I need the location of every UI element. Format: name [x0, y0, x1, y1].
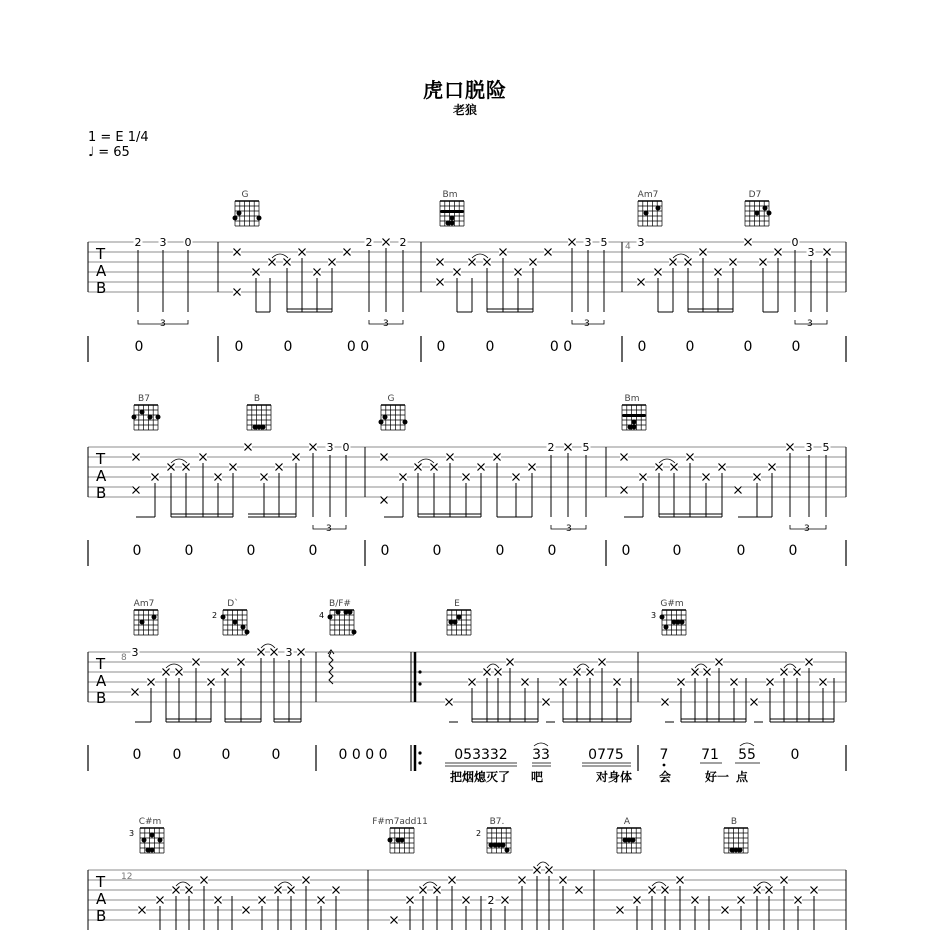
finger-dot	[453, 620, 458, 625]
svg-text:0: 0	[172, 747, 182, 763]
svg-text:4: 4	[319, 611, 325, 620]
system-2	[88, 394, 846, 566]
svg-text:3: 3	[160, 319, 166, 329]
svg-text:0: 0	[132, 747, 142, 763]
finger-dot	[140, 620, 145, 625]
svg-text:053332: 053332	[454, 747, 508, 763]
svg-text:A: A	[96, 890, 107, 908]
finger-dot	[241, 625, 246, 630]
finger-dot	[148, 415, 153, 420]
svg-text:0: 0	[184, 543, 194, 559]
jianpu-note: 0 0	[346, 339, 370, 355]
svg-text:Am7: Am7	[133, 599, 155, 609]
svg-text:D`: D`	[227, 599, 239, 609]
tab-a: A	[96, 262, 107, 280]
svg-text:3: 3	[566, 524, 572, 534]
lyric-line: 把烟熄灭了	[449, 770, 511, 784]
jianpu-note: 0	[637, 339, 647, 355]
svg-text:5: 5	[600, 236, 608, 249]
svg-text:0: 0	[736, 543, 746, 559]
chord-diagram-b	[247, 394, 271, 430]
svg-text:33: 33	[532, 747, 550, 763]
svg-text:2: 2	[212, 611, 218, 620]
finger-dot	[738, 848, 743, 853]
svg-text:3: 3	[584, 319, 590, 329]
svg-text:0: 0	[621, 543, 631, 559]
finger-dot	[328, 615, 333, 620]
finger-dot	[660, 615, 665, 620]
svg-text:A: A	[623, 817, 631, 827]
svg-text:0: 0	[132, 543, 142, 559]
svg-text:0: 0	[342, 441, 350, 454]
svg-text:B7.: B7.	[489, 817, 505, 827]
finger-dot	[140, 410, 145, 415]
svg-text:T: T	[96, 450, 106, 468]
chord-diagram-am7	[638, 190, 662, 226]
chord-name: Am7	[637, 190, 659, 200]
chord-name: B7	[138, 394, 150, 404]
chord-diagram-b2	[724, 817, 748, 853]
svg-text:3: 3	[584, 236, 592, 249]
finger-dot	[150, 833, 155, 838]
finger-dot	[632, 420, 637, 425]
svg-text:3: 3	[131, 646, 139, 659]
lyric-line: 点	[735, 770, 749, 784]
jianpu-note: 0	[743, 339, 753, 355]
finger-dot	[631, 838, 636, 843]
chord-name: G	[241, 190, 249, 200]
chord-diagram-e	[447, 599, 471, 635]
chord-name: B	[253, 394, 261, 404]
measure-number: 4	[625, 242, 631, 252]
system-4	[88, 817, 846, 930]
finger-dot	[348, 610, 353, 615]
finger-dot	[336, 610, 341, 615]
svg-text:E: E	[454, 599, 460, 609]
svg-text:3: 3	[326, 524, 332, 534]
svg-text:B: B	[96, 689, 107, 707]
svg-text:0: 0	[308, 543, 318, 559]
finger-dot	[501, 843, 506, 848]
chord-diagram-fsm7	[372, 817, 428, 853]
jianpu-note: 0	[234, 339, 244, 355]
chord-diagram-bm	[440, 190, 464, 226]
svg-text:C#m: C#m	[138, 817, 162, 827]
svg-text:2: 2	[547, 441, 555, 454]
finger-dot	[632, 425, 637, 430]
finger-dot	[763, 206, 768, 211]
finger-dot	[644, 211, 649, 216]
svg-text:2: 2	[134, 236, 142, 249]
chord-diagram-g	[233, 190, 262, 226]
svg-text:0: 0	[547, 543, 557, 559]
svg-text:2: 2	[399, 236, 407, 249]
svg-text:3: 3	[326, 441, 334, 454]
svg-text:0: 0	[380, 543, 390, 559]
svg-text:0: 0	[246, 543, 256, 559]
system-1	[88, 190, 846, 362]
svg-text:3: 3	[383, 319, 389, 329]
svg-text:0: 0	[221, 747, 231, 763]
finger-dot	[403, 420, 408, 425]
lyric-line: 吧	[530, 770, 544, 784]
svg-text:8: 8	[121, 653, 127, 663]
finger-dot	[450, 221, 455, 226]
svg-text:12: 12	[121, 872, 133, 882]
chord-name: Bm	[624, 394, 640, 404]
chord-name: Bm	[442, 190, 458, 200]
chord-diagram-gsm	[651, 599, 686, 635]
svg-text:71: 71	[701, 747, 719, 763]
svg-text:B: B	[96, 484, 107, 502]
chord-diagram-d7	[745, 190, 772, 226]
jianpu-note: 0	[485, 339, 495, 355]
svg-text:3: 3	[807, 246, 815, 259]
svg-text:A: A	[96, 672, 107, 690]
finger-dot	[142, 838, 147, 843]
svg-text:0: 0	[790, 747, 800, 763]
finger-dot	[755, 211, 760, 216]
song-artist: 老狼	[452, 103, 477, 117]
chord-grid	[638, 201, 662, 226]
chord-name: G	[387, 394, 395, 404]
svg-text:55: 55	[738, 747, 756, 763]
svg-text:3: 3	[651, 611, 657, 620]
finger-dot	[379, 420, 384, 425]
svg-text:B: B	[96, 907, 107, 925]
svg-text:3: 3	[637, 236, 645, 249]
finger-dot	[680, 620, 685, 625]
svg-text:B: B	[730, 817, 738, 827]
chord-diagram-a	[617, 817, 641, 853]
svg-text:7: 7	[659, 747, 669, 763]
lyric-line: 会	[658, 770, 672, 784]
jianpu-note: 0	[685, 339, 695, 355]
finger-dot	[233, 620, 238, 625]
svg-text:T: T	[96, 655, 106, 673]
finger-dot	[156, 415, 161, 420]
notes-m1	[134, 236, 193, 329]
finger-dot	[505, 848, 510, 853]
song-title: 虎口脱险	[423, 78, 507, 102]
svg-text:0 0 0 0: 0 0 0 0	[338, 747, 388, 763]
chord-diagram-b7b	[476, 817, 511, 853]
svg-text:0775: 0775	[588, 747, 624, 763]
chord-diagram-g2	[379, 394, 408, 430]
svg-text:2: 2	[476, 829, 482, 838]
finger-dot	[352, 630, 357, 635]
svg-text:T: T	[96, 873, 106, 891]
finger-dot	[158, 838, 163, 843]
key-signature: 1 = E 1/4	[88, 130, 149, 145]
tempo-marking: ♩ = 65	[88, 145, 130, 160]
svg-text:2: 2	[487, 894, 495, 907]
svg-text:F#m7add11: F#m7add11	[372, 817, 428, 827]
finger-dot	[664, 625, 669, 630]
svg-text:B/F#: B/F#	[329, 599, 351, 609]
finger-dot	[383, 415, 388, 420]
finger-dot	[233, 216, 238, 221]
jianpu-note: 0 0	[549, 339, 573, 355]
svg-text:0: 0	[672, 543, 682, 559]
finger-dot	[400, 838, 405, 843]
finger-dot	[388, 838, 393, 843]
finger-dot	[656, 206, 661, 211]
lyric-line: 对身体	[595, 770, 633, 784]
finger-dot	[257, 216, 262, 221]
lyric-line: 好一	[704, 770, 730, 784]
finger-dot	[245, 630, 250, 635]
chord-diagram-b7	[132, 394, 161, 430]
chord-diagram-bf	[319, 599, 357, 635]
finger-dot	[237, 211, 242, 216]
svg-text:3: 3	[807, 319, 813, 329]
jianpu-note: 0	[134, 339, 144, 355]
chord-grid	[134, 610, 158, 635]
svg-text:A: A	[96, 467, 107, 485]
svg-text:0: 0	[271, 747, 281, 763]
finger-dot	[457, 615, 462, 620]
svg-text:5: 5	[582, 441, 590, 454]
svg-text:0: 0	[791, 236, 799, 249]
svg-text:0: 0	[432, 543, 442, 559]
finger-dot	[767, 211, 772, 216]
svg-text:3: 3	[285, 646, 293, 659]
chord-diagram-am7b	[134, 599, 158, 635]
chord-diagram-csm	[129, 817, 164, 853]
finger-dot	[221, 615, 226, 620]
svg-text:3: 3	[804, 524, 810, 534]
svg-text:3: 3	[159, 236, 167, 249]
tab-t: T	[96, 245, 106, 263]
chord-grid	[134, 405, 158, 430]
system-3	[88, 598, 846, 784]
finger-dot	[132, 415, 137, 420]
jianpu-note: 0	[283, 339, 293, 355]
finger-dot	[261, 425, 266, 430]
finger-dot	[450, 216, 455, 221]
chord-name: D7	[748, 190, 762, 200]
jianpu-note: 0	[791, 339, 801, 355]
svg-text:5: 5	[822, 441, 830, 454]
svg-text:0: 0	[788, 543, 798, 559]
svg-text:2: 2	[365, 236, 373, 249]
finger-dot	[150, 848, 155, 853]
svg-text:G#m: G#m	[660, 599, 684, 609]
jianpu-note: 0	[436, 339, 446, 355]
svg-text:0: 0	[184, 236, 192, 249]
svg-text:3: 3	[129, 829, 135, 838]
finger-dot	[152, 615, 157, 620]
chord-diagram-bm2	[622, 394, 646, 430]
svg-text:3: 3	[805, 441, 813, 454]
tab-b: B	[96, 279, 107, 297]
svg-text:0: 0	[495, 543, 505, 559]
chord-diagram-d	[212, 598, 250, 635]
